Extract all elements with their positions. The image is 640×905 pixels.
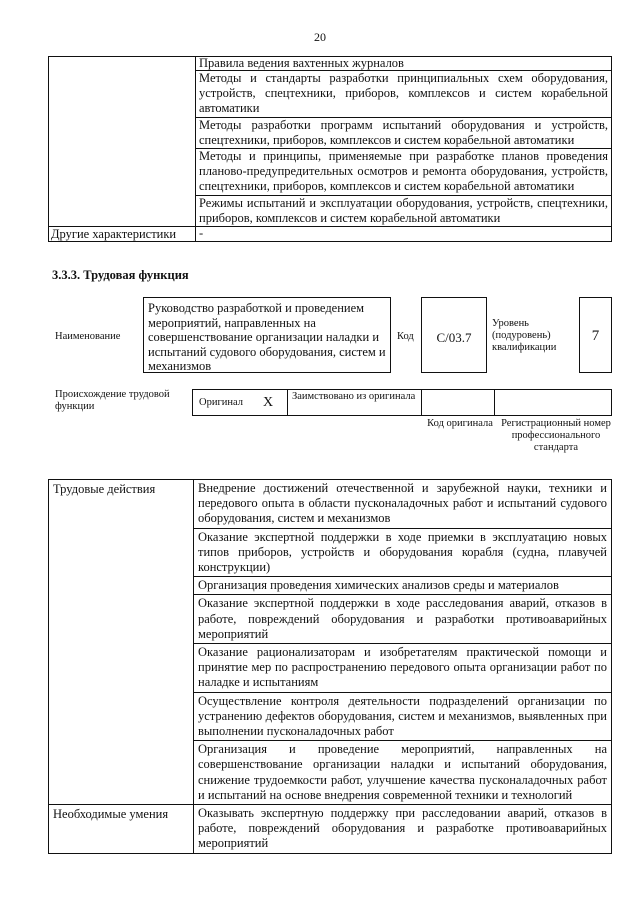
labor-action-item: Оказание рационализаторам и изобретателям практической помощи и принятие мер по распространению передового опыта организации работ по наладке и испытаниям bbox=[194, 644, 612, 693]
labor-action-item: Оказание экспертной поддержки в ходе приемки в эксплуатацию новых типов приборов, устройств и оборудования корабля (судна, плавучей конструкции) bbox=[194, 528, 612, 577]
skills-label: Необходимые умения bbox=[49, 805, 194, 854]
labor-action-item: Внедрение достижений отечественной и зарубежной науки, техники и передового опыта в области пусконаладочных работ и испытаний судового оборудования, систем и механизмов bbox=[194, 480, 612, 529]
name-label: Наименование bbox=[55, 331, 121, 342]
knowledge-item: Режимы испытаний и эксплуатации оборудования, устройств, спецтехники, приборов, комплексов и систем корабельной автоматики bbox=[196, 195, 612, 226]
labor-action-item: Организация проведения химических анализов среды и материалов bbox=[194, 577, 612, 595]
origin-row bbox=[192, 389, 612, 416]
other-characteristics-value: - bbox=[196, 227, 612, 242]
knowledge-item: Методы разработки программ испытаний оборудования и устройств, спецтехники, приборов, комплексов и систем корабельной автоматики bbox=[196, 117, 612, 148]
function-code-box: C/03.7 bbox=[421, 297, 487, 373]
knowledge-item: Методы и стандарты разработки принципиальных схем оборудования, устройств, спецтехники, приборов, комплексов и систем корабельной автоматики bbox=[196, 71, 612, 118]
original-code-cell bbox=[421, 389, 495, 416]
qualification-level-label: Уровень (подуровень) квалификации bbox=[492, 318, 557, 353]
origin-label: Происхождение трудовой функции bbox=[55, 389, 170, 412]
labor-function-table bbox=[48, 479, 612, 854]
borrowed-label: Заимствовано из оригинала bbox=[292, 391, 416, 402]
skill-item: Оказывать экспертную поддержку при расследовании аварий, отказов в работе, повреждений оборудования и разработке противоаварийных мероприятий bbox=[194, 805, 612, 854]
original-label: Оригинал bbox=[199, 397, 243, 408]
other-characteristics-label: Другие характеристики bbox=[49, 227, 196, 242]
qualification-level-box: 7 bbox=[579, 297, 612, 373]
original-cell bbox=[192, 389, 288, 416]
empty-label-cell bbox=[49, 57, 196, 227]
page-number: 20 bbox=[314, 30, 326, 44]
knowledge-item: Методы и принципы, применяемые при разработке планов проведения планово-предупредительных осмотров и ремонта оборудования, устройств, спецтехники, приборов, комплексов и систем корабельной автоматики bbox=[196, 149, 612, 196]
original-mark: X bbox=[263, 395, 274, 410]
knowledge-table-continuation bbox=[48, 56, 612, 242]
borrowed-cell bbox=[287, 389, 422, 416]
original-code-caption: Код оригинала bbox=[427, 418, 493, 429]
registration-number-cell bbox=[494, 389, 612, 416]
code-label: Код bbox=[397, 331, 414, 342]
registration-number-caption: Регистрационный номер профессионального стандарта bbox=[501, 418, 611, 453]
section-heading: 3.3.3. Трудовая функция bbox=[52, 268, 189, 282]
knowledge-item: Правила ведения вахтенных журналов bbox=[196, 57, 612, 71]
labor-action-item: Организация и проведение мероприятий, направленных на совершенствование организации наладки и испытаний оборудования, снижение трудоемкости работ, улучшение качества пусконаладочных работ и испытаний на основе внедрения современной техники и технологий bbox=[194, 741, 612, 805]
labor-action-item: Осуществление контроля деятельности подразделений организации по устранению дефектов оборудования, систем и механизмов, выявленных при выполнении пусконаладочных работ bbox=[194, 692, 612, 741]
function-name-box: Руководство разработкой и проведением мероприятий, направленных на совершенствование организации наладки и испытаний судового оборудования, систем и механизмов bbox=[143, 297, 391, 373]
labor-actions-label: Трудовые действия bbox=[49, 480, 194, 805]
labor-action-item: Оказание экспертной поддержки в ходе расследования аварий, отказов в работе, повреждений оборудования и разработки противоаварийных мероприятий bbox=[194, 595, 612, 644]
